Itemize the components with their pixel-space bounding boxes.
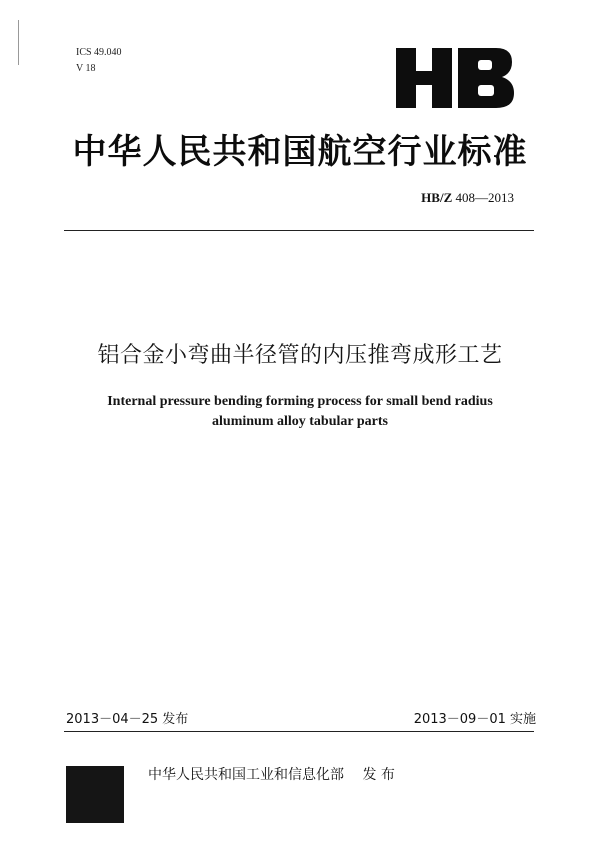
organization-title: 中华人民共和国航空行业标准 (72, 132, 528, 172)
qr-code-block (66, 766, 124, 823)
classification-codes (76, 45, 122, 77)
standard-number-value: 408—2013 (455, 190, 514, 205)
issuing-authority (148, 764, 395, 784)
issuer-name: 中华人民共和国工业和信息化部 (148, 767, 344, 783)
scan-edge-line (18, 20, 19, 65)
standard-code: HB/Z (421, 190, 453, 205)
chinese-title: 铝合金小弯曲半径管的内压推弯成形工艺 (97, 343, 503, 368)
english-title-line-2: aluminum alloy tabular parts (212, 414, 388, 429)
implementation-date: 2013－09－01 实施 (413, 712, 536, 727)
standard-number (421, 190, 514, 206)
ics-code: ICS 49.040 (76, 47, 122, 58)
issue-word: 发 布 (362, 767, 395, 783)
top-divider (64, 230, 534, 231)
english-title-line-1: Internal pressure bending forming process for small bend radius (107, 394, 493, 409)
hb-logo (396, 48, 514, 108)
ccs-code: V 18 (76, 63, 96, 74)
english-title (0, 392, 600, 432)
issue-date: 2013－04－25 发布 (66, 712, 189, 727)
bottom-divider (64, 731, 534, 732)
